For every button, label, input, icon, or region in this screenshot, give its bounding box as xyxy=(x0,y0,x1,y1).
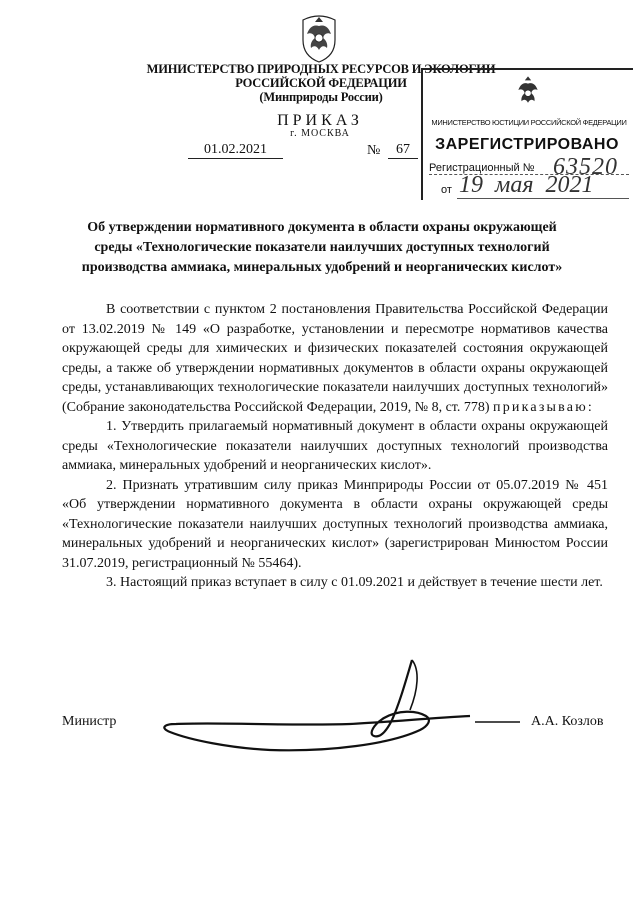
stamp-reg-label: Регистрационный № xyxy=(429,162,535,174)
item-2-paragraph: 2. Признать утратившим силу приказ Минприроды России от 05.07.2019 № 451 «Об утверждении нормативного документа в области охраны окружающей среды «Технологические показатели наилучших доступных технологий производства аммиака, минеральных удобрений и неорганических кислот» (зарегистрирован Минюстом России 31.07.2019, регистрационный № 55464). xyxy=(62,477,608,571)
signatory-name: А.А. Козлов xyxy=(531,714,604,729)
stamp-date-year: 2021 xyxy=(545,172,594,198)
ministry-short-name: (Минприроды России) xyxy=(259,90,383,104)
title-line3: производства аммиака, минеральных удобрений и неорганических кислот» xyxy=(81,260,563,275)
stamp-date-underline xyxy=(457,198,629,199)
signatory-position: Министр xyxy=(62,714,117,729)
preamble-paragraph xyxy=(62,300,608,417)
document-city: г. МОСКВА xyxy=(290,128,350,139)
item-3-paragraph: 3. Настоящий приказ вступает в силу с 01.09.2021 и действует в течение шести лет. xyxy=(106,575,603,590)
stamp-date-month: мая xyxy=(495,172,534,198)
document-type: ПРИКАЗ xyxy=(277,112,363,129)
stamp-date-prefix: от xyxy=(441,184,452,196)
number-sign: № xyxy=(367,143,381,158)
preamble-verb: приказываю: xyxy=(493,399,594,415)
document-number: 67 xyxy=(388,142,418,159)
registration-stamp xyxy=(421,68,633,200)
russian-coat-of-arms-icon xyxy=(297,14,341,64)
ministry-name-line1: МИНИСТЕРСТВО ПРИРОДНЫХ РЕСУРСОВ И ЭКОЛОГИИ xyxy=(146,62,496,76)
stamp-date-day: 19 xyxy=(459,172,483,198)
title-line2: среды «Технологические показатели наилучших доступных технологий xyxy=(94,240,550,255)
stamp-reg-number: 63520 xyxy=(553,154,618,180)
ministry-name-line2: РОССИЙСКОЙ ФЕДЕРАЦИИ xyxy=(235,76,407,90)
document-title xyxy=(62,218,582,278)
stamp-status: ЗАРЕГИСТРИРОВАНО xyxy=(435,136,619,153)
handwritten-signature-icon xyxy=(130,640,550,760)
stamp-organization: МИНИСТЕРСТВО ЮСТИЦИИ РОССИЙСКОЙ ФЕДЕРАЦИИ xyxy=(431,118,627,127)
stamp-coat-of-arms-icon xyxy=(510,74,546,114)
stamp-date xyxy=(459,172,631,199)
item-1-paragraph: 1. Утвердить прилагаемый нормативный документ в области охраны окружающей среды «Технологические показатели наилучших доступных технологий производства аммиака, минеральных удобрений и неорганических кислот». xyxy=(62,419,608,473)
document-date: 01.02.2021 xyxy=(188,142,283,159)
title-line1: Об утверждении нормативного документа в области охраны окружающей xyxy=(87,220,557,235)
preamble-text: В соответствии с пунктом 2 постановления Правительства Российской Федерации от 13.02.2019 № 149 «О разработке, установлении и пересмотре нормативов качества окружающей среды для химических и физических показателей состояния окружающей среды, а также об утверждении нормативных документов в области охраны окружающей среды, устанавливающих технологические показатели наилучших доступных технологий» (Собрание законодательства Российской Федерации, 2019, № 8, ст. 778) xyxy=(62,302,608,415)
document-body xyxy=(62,300,608,593)
